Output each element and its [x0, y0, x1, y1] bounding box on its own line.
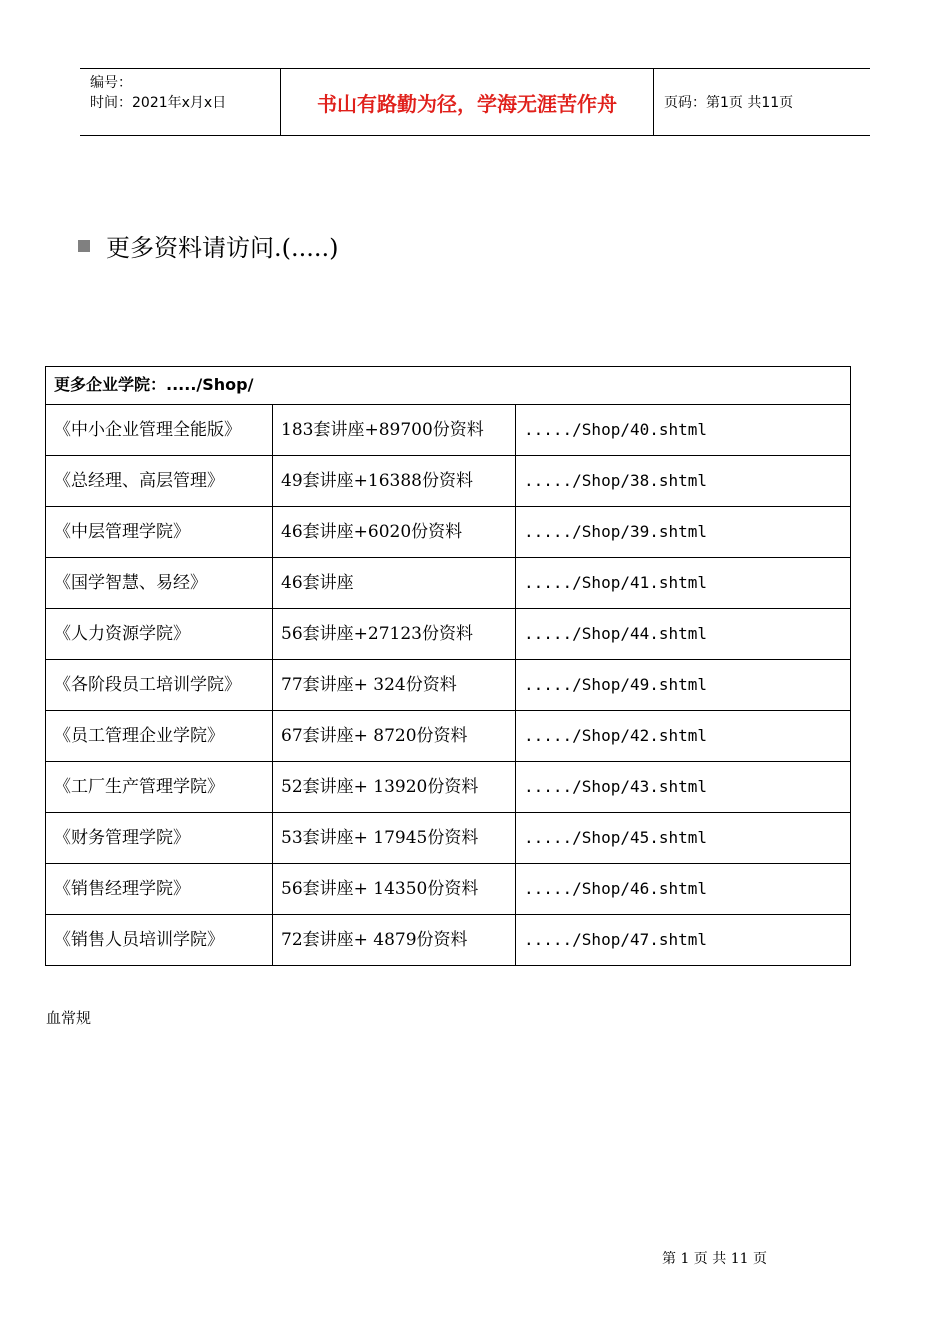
- course-link[interactable]: ...../Shop/43.shtml: [516, 762, 851, 813]
- table-title-row: [46, 367, 851, 405]
- table-row: [46, 864, 851, 915]
- course-name: 《人力资源学院》: [46, 609, 273, 660]
- course-name: 《各阶段员工培训学院》: [46, 660, 273, 711]
- course-desc: 56套讲座+ 14350份资料: [273, 864, 516, 915]
- course-table: [45, 366, 851, 966]
- table-row: [46, 558, 851, 609]
- course-desc: 183套讲座+89700份资料: [273, 405, 516, 456]
- course-link[interactable]: ...../Shop/39.shtml: [516, 507, 851, 558]
- course-desc: 53套讲座+ 17945份资料: [273, 813, 516, 864]
- page-footer: 第 1 页 共 11 页: [662, 1251, 767, 1267]
- table-row: [46, 660, 851, 711]
- table-title: 更多企业学院：...../Shop/: [46, 367, 851, 405]
- course-link[interactable]: ...../Shop/45.shtml: [516, 813, 851, 864]
- course-desc: 72套讲座+ 4879份资料: [273, 915, 516, 966]
- course-link[interactable]: ...../Shop/49.shtml: [516, 660, 851, 711]
- table-row: [46, 507, 851, 558]
- course-desc: 52套讲座+ 13920份资料: [273, 762, 516, 813]
- course-name: 《工厂生产管理学院》: [46, 762, 273, 813]
- resource-link-line: [78, 228, 339, 263]
- course-link[interactable]: ...../Shop/44.shtml: [516, 609, 851, 660]
- course-desc: 67套讲座+ 8720份资料: [273, 711, 516, 762]
- body-text: 血常规: [46, 1009, 92, 1027]
- table-row: [46, 762, 851, 813]
- course-name: 《员工管理企业学院》: [46, 711, 273, 762]
- course-link[interactable]: ...../Shop/41.shtml: [516, 558, 851, 609]
- table-row: [46, 711, 851, 762]
- course-link[interactable]: ...../Shop/38.shtml: [516, 456, 851, 507]
- time-label: 时间：2021年x月x日: [90, 95, 227, 111]
- header-motto: 书山有路勤为径，学海无涯苦作舟: [281, 69, 654, 135]
- course-desc: 46套讲座+6020份资料: [273, 507, 516, 558]
- course-desc: 77套讲座+ 324份资料: [273, 660, 516, 711]
- table-row: [46, 609, 851, 660]
- course-name: 《销售人员培训学院》: [46, 915, 273, 966]
- table-row: [46, 456, 851, 507]
- course-desc: 56套讲座+27123份资料: [273, 609, 516, 660]
- square-bullet-icon: [78, 240, 90, 252]
- table-row: [46, 405, 851, 456]
- course-link[interactable]: ...../Shop/42.shtml: [516, 711, 851, 762]
- table-row: [46, 915, 851, 966]
- course-name: 《总经理、高层管理》: [46, 456, 273, 507]
- page-header: [80, 68, 870, 136]
- course-link[interactable]: ...../Shop/47.shtml: [516, 915, 851, 966]
- header-meta: [80, 69, 281, 135]
- course-name: 《销售经理学院》: [46, 864, 273, 915]
- course-name: 《财务管理学院》: [46, 813, 273, 864]
- course-name: 《中小企业管理全能版》: [46, 405, 273, 456]
- number-label: 编号：: [90, 75, 132, 91]
- header-page-info: 页码：第1页 共11页: [664, 95, 794, 111]
- course-desc: 46套讲座: [273, 558, 516, 609]
- course-name: 《国学智慧、易经》: [46, 558, 273, 609]
- resource-link-text[interactable]: 更多资料请访问.(.....): [106, 234, 339, 262]
- course-name: 《中层管理学院》: [46, 507, 273, 558]
- table-row: [46, 813, 851, 864]
- course-link[interactable]: ...../Shop/46.shtml: [516, 864, 851, 915]
- course-link[interactable]: ...../Shop/40.shtml: [516, 405, 851, 456]
- course-desc: 49套讲座+16388份资料: [273, 456, 516, 507]
